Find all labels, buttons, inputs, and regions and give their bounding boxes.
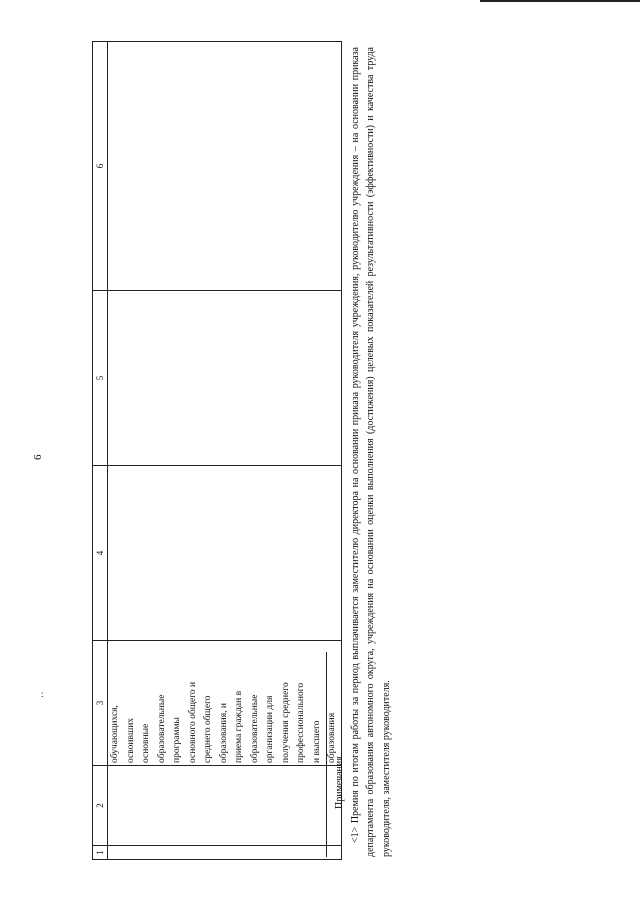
table-cell — [108, 466, 342, 641]
page-number: 6 — [32, 454, 44, 460]
cell-line: основного общего и — [187, 681, 198, 763]
cell-line: образования, и — [218, 703, 229, 763]
table-cell — [108, 766, 342, 846]
cell-line: образовательные — [249, 694, 260, 763]
cell-line: организации для — [265, 695, 275, 763]
table-cell — [108, 42, 342, 291]
table-header-row — [93, 42, 108, 860]
data-table — [92, 41, 342, 860]
table-cell — [108, 846, 342, 860]
cell-line: освоивших — [125, 717, 136, 763]
cell-line: основные — [141, 723, 151, 763]
cell-line: программы — [172, 717, 182, 763]
cell-line: профессионального — [296, 682, 306, 763]
cell-line: образования — [327, 712, 337, 763]
column-header: 1 — [93, 846, 108, 860]
table-cell — [108, 641, 342, 766]
cell-line: образовательные — [156, 694, 167, 763]
notes-divider — [326, 652, 327, 857]
notes-section — [326, 47, 394, 857]
note-paragraph: <1> Премия по итогам работы за период выплачивается заместителю директора на основании приказа руководителя учреждения, руководителю учреждения – на основании приказа департамента образования автономного округа, учреждения на основании оценки выполнения (достижения) целевых показателей результативности (эффективности) и качества труда руководителя, заместителя руководителя. — [349, 47, 392, 857]
column-header: 4 — [93, 466, 108, 641]
cell-line: получения среднего — [280, 682, 291, 763]
stray-mark: : — [41, 689, 44, 699]
column-header: 6 — [93, 42, 108, 291]
table-row — [108, 42, 342, 860]
column-header: 2 — [93, 766, 108, 846]
cell-line: обучающихся, — [110, 705, 120, 763]
cell-line: приема граждан в — [234, 690, 244, 763]
column-header: 3 — [93, 641, 108, 766]
column-header: 5 — [93, 291, 108, 466]
cell-line: и высшего — [311, 720, 322, 763]
notes-title: Примечания. — [334, 753, 345, 809]
cell-line: среднего общего — [203, 695, 213, 763]
table-cell — [108, 291, 342, 466]
